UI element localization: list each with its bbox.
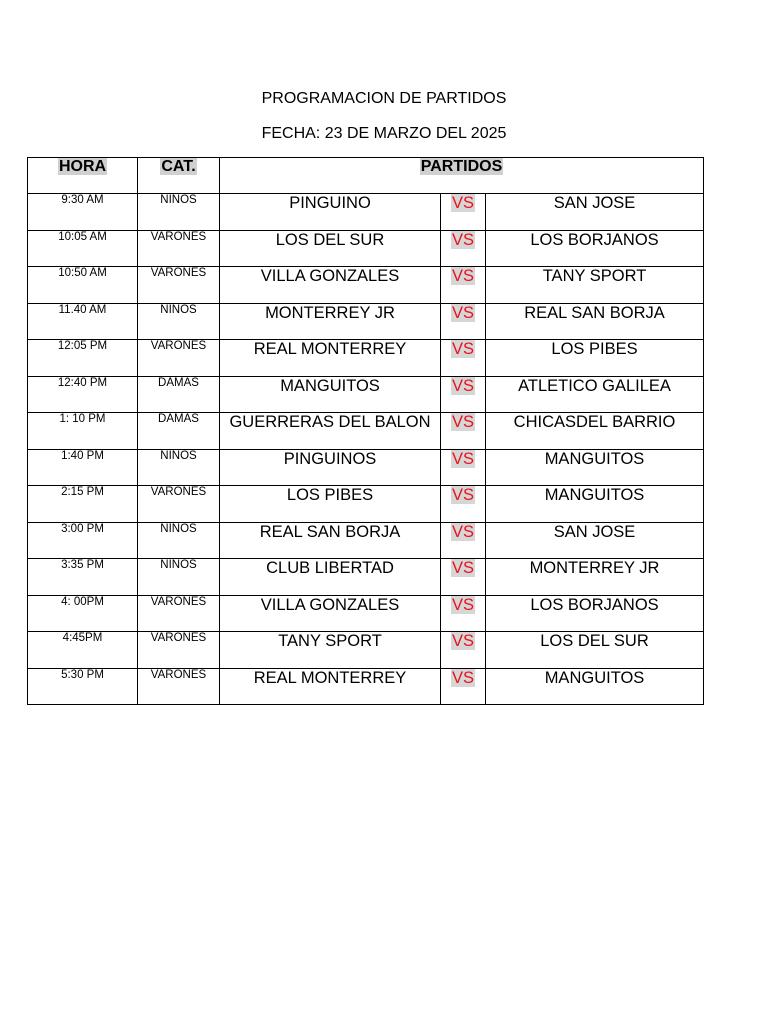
vs-cell <box>441 304 486 340</box>
table-row <box>28 231 704 267</box>
match-time: 4: 00PM <box>28 596 138 632</box>
vs-label: VS <box>451 194 474 212</box>
vs-cell <box>441 669 486 705</box>
match-time: 4:45PM <box>28 632 138 669</box>
schedule-body <box>28 194 704 705</box>
match-category: VARONES <box>138 486 220 523</box>
match-time: 11.40 AM <box>28 304 138 340</box>
match-category: NIÑOS <box>138 194 220 231</box>
table-row <box>28 486 704 523</box>
table-header-row <box>28 158 704 194</box>
home-team: MONTERREY JR <box>220 304 441 340</box>
vs-cell <box>441 231 486 267</box>
home-team: LOS DEL SUR <box>220 231 441 267</box>
table-row <box>28 377 704 413</box>
vs-label: VS <box>451 304 474 322</box>
match-category: VARONES <box>138 231 220 267</box>
vs-cell <box>441 413 486 450</box>
column-header-partidos: PARTIDOS <box>220 158 704 194</box>
match-category: VARONES <box>138 596 220 632</box>
vs-label: VS <box>451 231 474 249</box>
away-team: MANGUITOS <box>486 669 704 705</box>
match-time: 5:30 PM <box>28 669 138 705</box>
match-category: DAMAS <box>138 377 220 413</box>
table-row <box>28 267 704 304</box>
away-team: LOS BORJANOS <box>486 596 704 632</box>
vs-cell <box>441 486 486 523</box>
table-row <box>28 304 704 340</box>
match-time: 1:40 PM <box>28 450 138 486</box>
vs-cell <box>441 523 486 559</box>
vs-cell <box>441 377 486 413</box>
match-time: 3:35 PM <box>28 559 138 596</box>
match-time: 2:15 PM <box>28 486 138 523</box>
away-team: TANY SPORT <box>486 267 704 304</box>
match-category: VARONES <box>138 669 220 705</box>
document-date: FECHA: 23 DE MARZO DEL 2025 <box>261 125 507 142</box>
vs-label: VS <box>451 632 474 650</box>
vs-label: VS <box>451 523 474 541</box>
vs-label: VS <box>451 486 474 504</box>
match-category: NIÑOS <box>138 450 220 486</box>
home-team: PINGUINOS <box>220 450 441 486</box>
home-team: PINGUINO <box>220 194 441 231</box>
vs-label: VS <box>451 596 474 614</box>
vs-label: VS <box>451 340 474 358</box>
table-row <box>28 194 704 231</box>
match-category: NIÑOS <box>138 559 220 596</box>
match-time: 3:00 PM <box>28 523 138 559</box>
home-team: LOS PIBES <box>220 486 441 523</box>
vs-cell <box>441 267 486 304</box>
match-time: 12:40 PM <box>28 377 138 413</box>
vs-label: VS <box>451 669 474 687</box>
vs-label: VS <box>451 413 474 431</box>
vs-cell <box>441 632 486 669</box>
home-team: VILLA GONZALES <box>220 596 441 632</box>
table-row <box>28 523 704 559</box>
away-team: LOS DEL SUR <box>486 632 704 669</box>
away-team: CHICASDEL BARRIO <box>486 413 704 450</box>
vs-cell <box>441 559 486 596</box>
match-time: 9:30 AM <box>28 194 138 231</box>
vs-cell <box>441 340 486 377</box>
table-row <box>28 413 704 450</box>
match-category: VARONES <box>138 267 220 304</box>
vs-cell <box>441 194 486 231</box>
vs-label: VS <box>451 267 474 285</box>
vs-label: VS <box>451 559 474 577</box>
match-category: DAMAS <box>138 413 220 450</box>
match-time: 10:50 AM <box>28 267 138 304</box>
away-team: MANGUITOS <box>486 450 704 486</box>
table-row <box>28 596 704 632</box>
away-team: MONTERREY JR <box>486 559 704 596</box>
home-team: VILLA GONZALES <box>220 267 441 304</box>
schedule-table <box>27 157 704 705</box>
away-team: LOS BORJANOS <box>486 231 704 267</box>
away-team: SAN JOSE <box>486 194 704 231</box>
match-time: 1: 10 PM <box>28 413 138 450</box>
match-category: NIÑOS <box>138 523 220 559</box>
match-time: 10:05 AM <box>28 231 138 267</box>
home-team: GUERRERAS DEL BALON <box>220 413 441 450</box>
table-row <box>28 632 704 669</box>
match-time: 12:05 PM <box>28 340 138 377</box>
home-team: REAL SAN BORJA <box>220 523 441 559</box>
table-row <box>28 340 704 377</box>
column-header-hora: HORA <box>28 158 138 194</box>
vs-label: VS <box>451 377 474 395</box>
table-row <box>28 669 704 705</box>
home-team: TANY SPORT <box>220 632 441 669</box>
home-team: REAL MONTERREY <box>220 340 441 377</box>
match-category: VARONES <box>138 340 220 377</box>
vs-cell <box>441 450 486 486</box>
home-team: MANGUITOS <box>220 377 441 413</box>
home-team: REAL MONTERREY <box>220 669 441 705</box>
away-team: MANGUITOS <box>486 486 704 523</box>
match-category: VARONES <box>138 632 220 669</box>
table-row <box>28 450 704 486</box>
away-team: ATLETICO GALILEA <box>486 377 704 413</box>
vs-cell <box>441 596 486 632</box>
table-row <box>28 559 704 596</box>
document-title: PROGRAMACION DE PARTIDOS <box>261 90 507 107</box>
away-team: REAL SAN BORJA <box>486 304 704 340</box>
home-team: CLUB LIBERTAD <box>220 559 441 596</box>
match-category: NIÑOS <box>138 304 220 340</box>
column-header-cat: CAT. <box>138 158 220 194</box>
away-team: LOS PIBES <box>486 340 704 377</box>
vs-label: VS <box>451 450 474 468</box>
away-team: SAN JOSE <box>486 523 704 559</box>
